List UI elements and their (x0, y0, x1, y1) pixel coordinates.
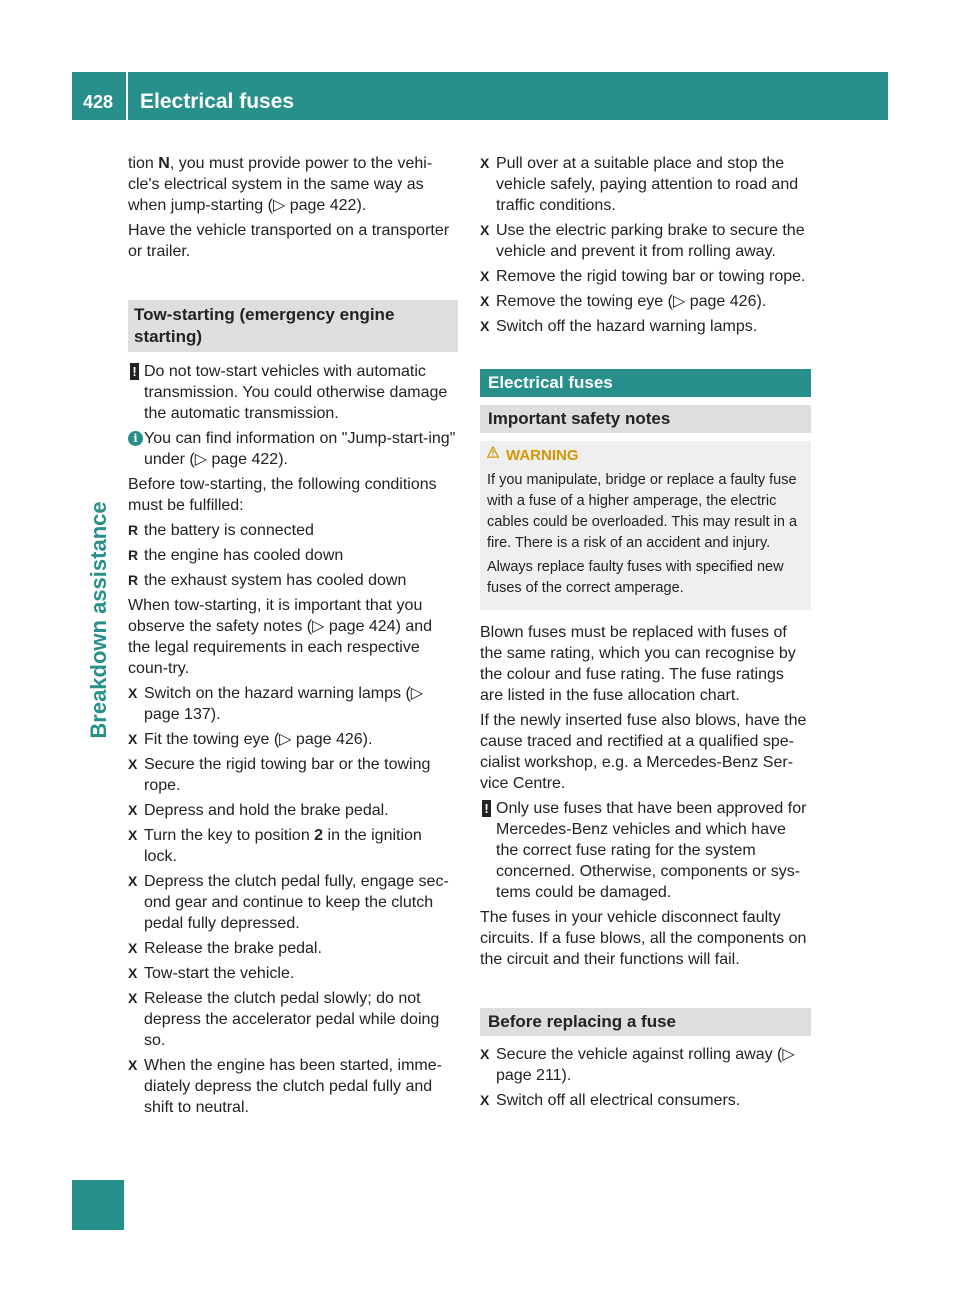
step-arrow-icon: X (128, 731, 138, 747)
step-item: X Remove the rigid towing bar or towing rope. (480, 268, 806, 285)
left-column (128, 153, 458, 1122)
list-item: R the battery is connected (128, 522, 314, 539)
step-item: X Fit the towing eye (▷ page 426). (128, 731, 373, 748)
step-arrow-icon: X (480, 222, 490, 238)
conditions-intro: Before tow-starting, the following conditions must be fulfilled: (128, 476, 437, 514)
page-ref-arrow-icon: ▷ (272, 197, 286, 214)
step-arrow-icon: X (128, 685, 138, 701)
step-arrow-icon: X (128, 802, 138, 818)
list-item: R the exhaust system has cooled down (128, 572, 407, 589)
section-title-electrical-fuses: Electrical fuses (480, 369, 811, 397)
step-arrow-icon: X (128, 940, 138, 956)
step-arrow-icon: X (128, 756, 138, 772)
step-item: X Switch off the hazard warning lamps. (480, 318, 758, 335)
warning-text: Always replace faulty fuses with specified new fuses of the correct amperage. (487, 559, 784, 596)
page-header (72, 72, 888, 120)
section-title-tow-starting: Tow-starting (emergency engine starting) (128, 300, 458, 352)
warning-triangle-icon (487, 446, 499, 458)
fuse-paragraph: The fuses in your vehicle disconnect faulty circuits. If a fuse blows, all the components on the circuit and their functions will fail. (480, 909, 807, 968)
safety-paragraph: When tow-starting, it is important that you observe the safety notes (▷ page 424) and the legal requirements in each respective coun-try. (128, 597, 433, 677)
step-arrow-icon: X (480, 1092, 490, 1108)
right-column (480, 153, 811, 1115)
step-arrow-icon: X (480, 293, 490, 309)
step-item: X Tow-start the vehicle. (128, 965, 295, 982)
step-item: X Switch off all electrical consumers. (480, 1092, 741, 1109)
step-arrow-icon: X (128, 827, 138, 843)
sidebar-label-text: Breakdown assistance (86, 501, 111, 739)
warning-box (480, 441, 811, 610)
step-arrow-icon: X (128, 1057, 138, 1073)
page-title: Electrical fuses (140, 90, 295, 113)
step-item: X Use the electric parking brake to secure the vehicle and prevent it from rolling away. (480, 222, 805, 260)
step-item: X Turn the key to position 2 in the ignition lock. (128, 827, 422, 865)
bullet-icon: R (128, 572, 139, 588)
step-item: X Switch on the hazard warning lamps (▷ page 137). (128, 685, 424, 723)
fuse-paragraph: Blown fuses must be replaced with fuses of the same rating, which you can recognise by the colour and fuse rating. The fuse ratings are listed in the fuse allocation chart. (480, 624, 796, 704)
subsection-title-safety-notes: Important safety notes (480, 405, 811, 433)
caution-note: ! Do not tow-start vehicles with automatic transmission. You could otherwise damage the automatic transmission. (128, 361, 458, 424)
transport-paragraph: Have the vehicle transported on a transporter or trailer. (128, 222, 450, 260)
step-arrow-icon: X (480, 155, 490, 171)
step-arrow-icon: X (480, 1046, 490, 1062)
page-ref-arrow-icon: ▷ (312, 618, 325, 635)
step-item: X Secure the rigid towing bar or the towing rope. (128, 756, 431, 794)
step-item: X Release the brake pedal. (128, 940, 322, 957)
step-arrow-icon: X (128, 873, 138, 889)
page-ref-arrow-icon: ▷ (194, 451, 208, 468)
exclamation-icon: ! (482, 800, 491, 817)
step-item: X Depress and hold the brake pedal. (128, 802, 389, 819)
step-item: X Secure the vehicle against rolling away (▷ page 211). (480, 1046, 795, 1084)
caution-note: ! Only use fuses that have been approved for Mercedes-Benz vehicles and which have the correct fuse rating for the system concerned. Otherwise, components or sys-tems could be damaged. (480, 798, 811, 903)
list-item: R the engine has cooled down (128, 547, 344, 564)
step-item: X Remove the towing eye (▷ page 426). (480, 293, 767, 310)
step-arrow-icon: X (480, 268, 490, 284)
warning-text: If you manipulate, bridge or replace a faulty fuse with a fuse of a higher amperage, the electric cables could be overloaded. This may result in a fire. There is a risk of an accident and injury. (487, 472, 798, 551)
info-note: i You can find information on "Jump-start-ing" under (▷ page 422). (128, 428, 458, 470)
bullet-icon: R (128, 547, 139, 563)
fuse-paragraph: If the newly inserted fuse also blows, have the cause traced and rectified at a qualified spe-cialist workshop, e.g. a Mercedes-Benz Ser-vice Centre. (480, 712, 807, 792)
step-arrow-icon: X (480, 318, 490, 334)
header-divider (126, 72, 128, 120)
step-arrow-icon: X (128, 965, 138, 981)
exclamation-icon: ! (130, 363, 139, 380)
step-item: X Depress the clutch pedal fully, engage sec-ond gear and continue to keep the clutch pedal fully depressed. (128, 873, 449, 932)
step-item: X Release the clutch pedal slowly; do not depress the accelerator pedal while doing so. (128, 990, 440, 1049)
step-item: X Pull over at a suitable place and stop the vehicle safely, paying attention to road and traffic conditions. (480, 155, 799, 214)
warning-heading: WARNING (487, 445, 804, 466)
intro-paragraph: tion N, you must provide power to the vehi-cle's electrical system in the same way as when jump-starting (▷ page 422). (128, 155, 433, 214)
sidebar-tab-marker (72, 1180, 124, 1230)
page-number: 428 (82, 92, 114, 112)
subsection-title-before-replacing: Before replacing a fuse (480, 1008, 811, 1036)
step-arrow-icon: X (128, 990, 138, 1006)
info-icon: i (128, 431, 143, 446)
bullet-icon: R (128, 522, 139, 538)
step-item: X When the engine has been started, imme-diately depress the clutch pedal fully and shift to neutral. (128, 1057, 442, 1116)
